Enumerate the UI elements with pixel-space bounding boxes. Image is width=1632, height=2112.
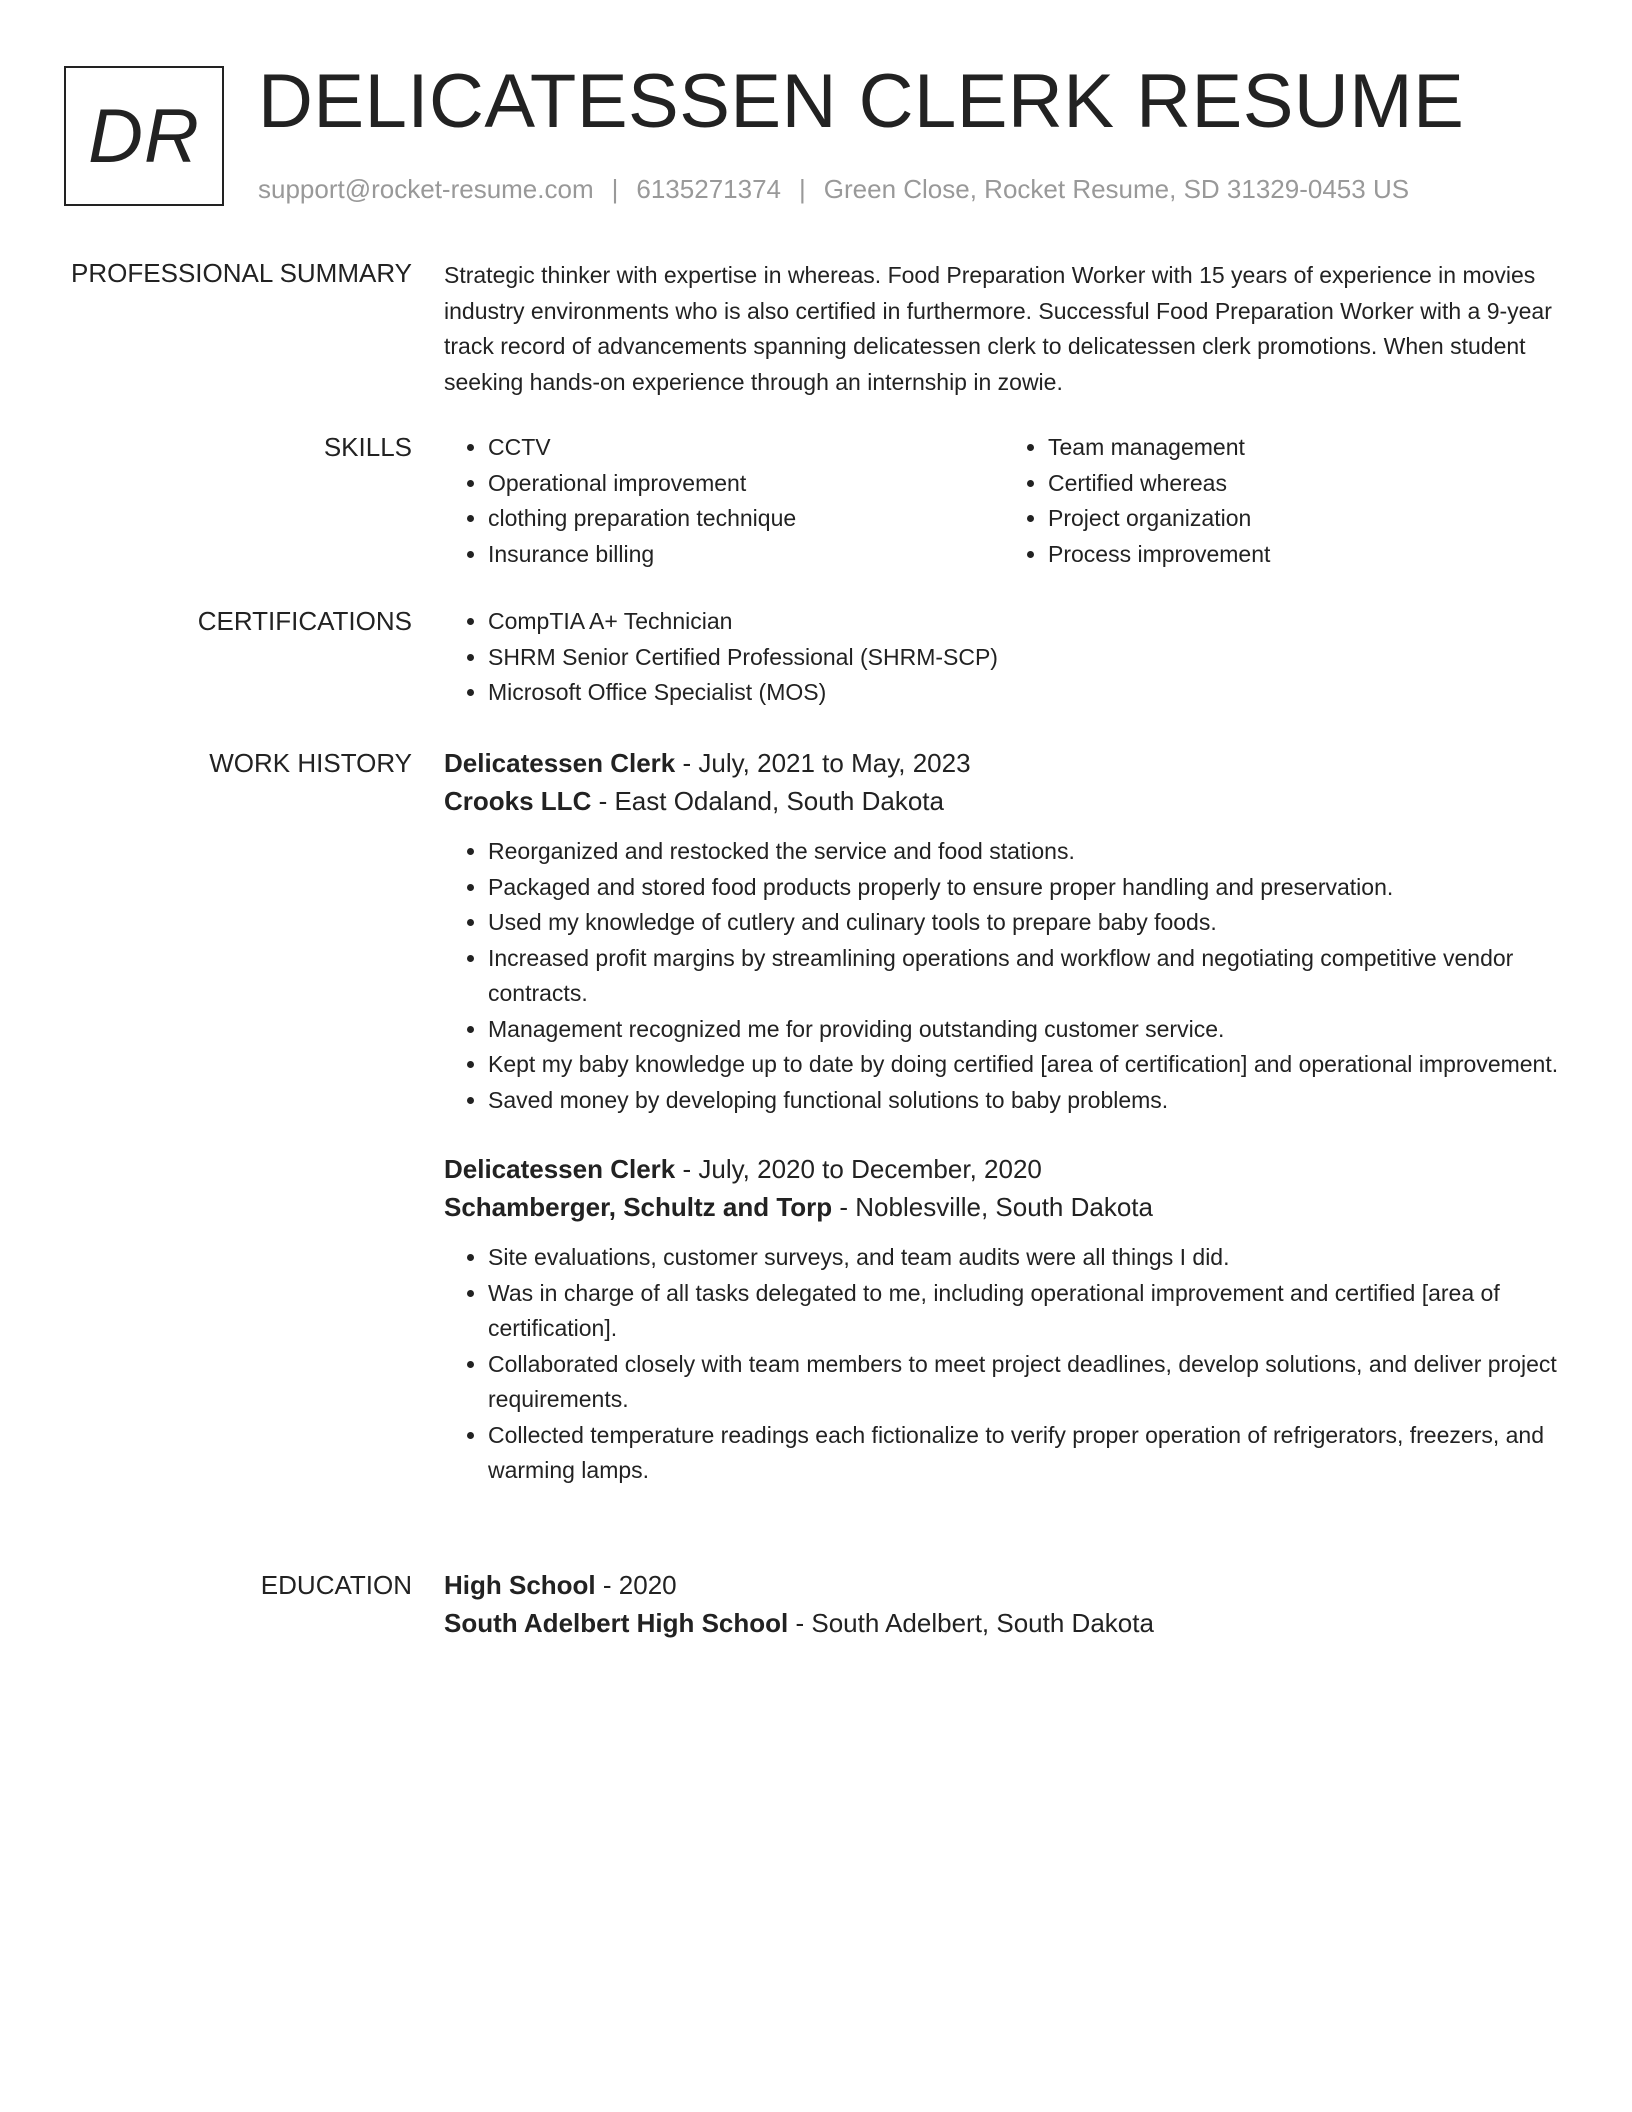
- job-bullets: [444, 834, 1564, 1118]
- resume-title: DELICATESSEN CLERK RESUME: [258, 59, 1465, 144]
- certifications-body: [444, 604, 1564, 711]
- summary-text: Strategic thinker with expertise in whereas. Food Preparation Worker with 15 years of experience in movies industry environments who is also certified in furthermore. Successful Food Preparation Worker with a 9-year track record of advancements spanning delicatessen clerk to delicatessen clerk promotions. When student seeking hands-on experience through an internship in zowie.: [444, 262, 1552, 395]
- section-label-education: EDUCATION: [260, 1570, 412, 1600]
- contact-separator: |: [799, 174, 806, 204]
- section-label-skills: SKILLS: [323, 432, 412, 462]
- skills-columns: [444, 430, 1564, 572]
- certification-item: • CompTIA A+ Technician: [488, 604, 1564, 640]
- job-dates: - July, 2021 to May, 2023: [675, 748, 971, 778]
- job-bullet: • Increased profit margins by streamlining operations and workflow and negotiating competitive vendor contracts.: [488, 941, 1564, 1012]
- skill-item: • clothing preparation technique: [488, 501, 1004, 537]
- job-bullet: • Packaged and stored food products properly to ensure proper handling and preservation.: [488, 870, 1564, 906]
- skill-item: • Insurance billing: [488, 537, 1004, 573]
- job-company: Schamberger, Schultz and Torp: [444, 1192, 833, 1222]
- skill-item: • Project organization: [1048, 501, 1564, 537]
- section-label-summary: PROFESSIONAL SUMMARY: [71, 258, 412, 288]
- work-history-body: [444, 744, 1564, 1489]
- job-company-line: [444, 782, 1564, 820]
- skills-list-left: [444, 430, 1004, 572]
- skill-item: • Certified whereas: [1048, 466, 1564, 502]
- job-title-line: [444, 1150, 1564, 1188]
- education-school: South Adelbert High School: [444, 1608, 789, 1638]
- education-degree: High School: [444, 1570, 596, 1600]
- contact-email: support@rocket-resume.com: [258, 174, 594, 204]
- job-entry: [444, 1150, 1564, 1489]
- job-title: Delicatessen Clerk: [444, 748, 676, 778]
- education-year: - 2020: [595, 1570, 677, 1600]
- monogram-initials: DR: [88, 93, 200, 179]
- job-entry: [444, 744, 1564, 1118]
- contact-address: Green Close, Rocket Resume, SD 31329-0453 US: [823, 174, 1410, 204]
- contact-line: [258, 172, 1409, 206]
- contact-phone: 6135271374: [636, 174, 781, 204]
- job-title-line: [444, 744, 1564, 782]
- job-bullet: • Saved money by developing functional solutions to baby problems.: [488, 1083, 1564, 1119]
- certification-item: • Microsoft Office Specialist (MOS): [488, 675, 1564, 711]
- job-bullets: [444, 1240, 1564, 1489]
- education-degree-line: [444, 1566, 1564, 1604]
- job-bullet: • Management recognized me for providing outstanding customer service.: [488, 1012, 1564, 1048]
- education-body: [444, 1566, 1564, 1642]
- job-bullet: • Collected temperature readings each fictionalize to verify proper operation of refrigerators, freezers, and warming lamps.: [488, 1418, 1564, 1489]
- job-bullet: • Was in charge of all tasks delegated to me, including operational improvement and certified [area of certification].: [488, 1276, 1564, 1347]
- skill-item: • CCTV: [488, 430, 1004, 466]
- skill-item: • Operational improvement: [488, 466, 1004, 502]
- job-bullet: • Collaborated closely with team members to meet project deadlines, develop solutions, and deliver project requirements.: [488, 1347, 1564, 1418]
- contact-separator: |: [611, 174, 619, 204]
- job-company: Crooks LLC: [444, 786, 592, 816]
- certifications-list: [444, 604, 1564, 711]
- education-location: - South Adelbert, South Dakota: [788, 1608, 1154, 1638]
- monogram-badge: [64, 66, 224, 206]
- skills-body: [444, 430, 1564, 572]
- job-bullet: • Site evaluations, customer surveys, and team audits were all things I did.: [488, 1240, 1564, 1276]
- job-bullet: • Kept my baby knowledge up to date by doing certified [area of certification] and operational improvement.: [488, 1047, 1564, 1083]
- job-bullet: • Reorganized and restocked the service and food stations.: [488, 834, 1564, 870]
- job-title: Delicatessen Clerk: [444, 1154, 676, 1184]
- skills-list-right: [1004, 430, 1564, 572]
- job-company-line: [444, 1188, 1564, 1226]
- skill-item: • Process improvement: [1048, 537, 1564, 573]
- skill-item: • Team management: [1048, 430, 1564, 466]
- section-label-work-history: WORK HISTORY: [209, 748, 412, 778]
- job-location: - East Odaland, South Dakota: [591, 786, 944, 816]
- section-label-certifications: CERTIFICATIONS: [197, 606, 412, 636]
- summary-body: [444, 258, 1564, 400]
- job-dates: - July, 2020 to December, 2020: [675, 1154, 1042, 1184]
- job-bullet: • Used my knowledge of cutlery and culinary tools to prepare baby foods.: [488, 905, 1564, 941]
- certification-item: • SHRM Senior Certified Professional (SHRM-SCP): [488, 640, 1564, 676]
- job-location: - Noblesville, South Dakota: [832, 1192, 1153, 1222]
- education-school-line: [444, 1604, 1564, 1642]
